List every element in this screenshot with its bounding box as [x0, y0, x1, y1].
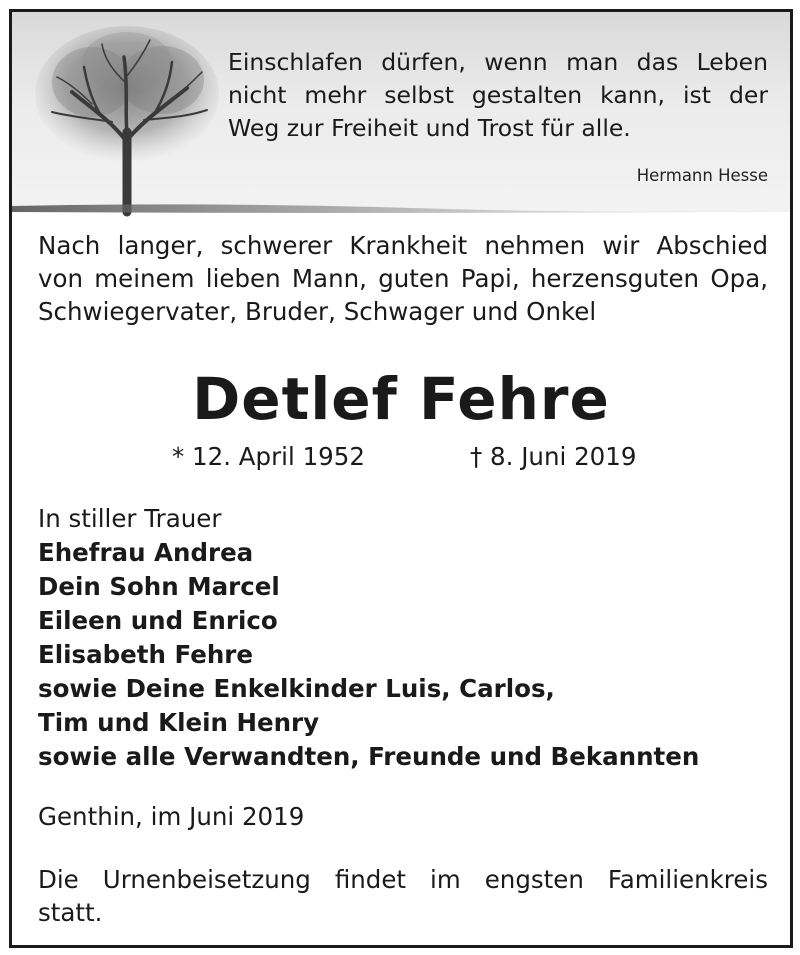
quote-line: Einschlafen dürfen, wenn man das Leben — [228, 48, 768, 76]
intro-paragraph — [38, 229, 768, 328]
mourner-name: Ehefrau Andrea — [38, 538, 254, 567]
burial-note — [38, 863, 768, 929]
mourner-name: Eileen und Enrico — [38, 606, 278, 635]
deceased-name: Detlef Fehre — [192, 365, 610, 433]
obituary-card — [9, 9, 793, 948]
death-date: † 8. Juni 2019 — [470, 442, 637, 471]
quote-text — [228, 46, 768, 145]
quote-author: Hermann Hesse — [636, 166, 768, 185]
tree-illustration — [32, 22, 222, 217]
quote-line: Weg zur Freiheit und Trost für alle. — [228, 114, 631, 142]
note-line: Die Urnenbeisetzung findet im engsten Familienkreis — [38, 865, 768, 894]
mourner-name: Elisabeth Fehre — [38, 640, 253, 669]
place-date: Genthin, im Juni 2019 — [38, 802, 305, 831]
mourner-name: sowie alle Verwandten, Freunde und Bekannten — [38, 742, 700, 771]
mourner-name: sowie Deine Enkelkinder Luis, Carlos, — [38, 674, 555, 703]
birth-date: * 12. April 1952 — [172, 442, 365, 471]
header-banner — [12, 12, 790, 212]
mourner-name: Dein Sohn Marcel — [38, 572, 280, 601]
mourner-name: Tim und Klein Henry — [38, 708, 320, 737]
mourners-intro: In stiller Trauer — [38, 504, 222, 533]
quote-line: nicht mehr selbst gestalten kann, ist der — [228, 81, 768, 109]
intro-line: Schwiegervater, Bruder, Schwager und Onkel — [38, 297, 597, 326]
ground-shadow — [12, 202, 790, 216]
mourners-list — [38, 502, 778, 774]
intro-line: von meinem lieben Mann, guten Papi, herzensguten Opa, — [38, 264, 768, 293]
note-line: statt. — [38, 898, 103, 927]
intro-line: Nach langer, schwerer Krankheit nehmen wir Abschied — [38, 231, 768, 260]
